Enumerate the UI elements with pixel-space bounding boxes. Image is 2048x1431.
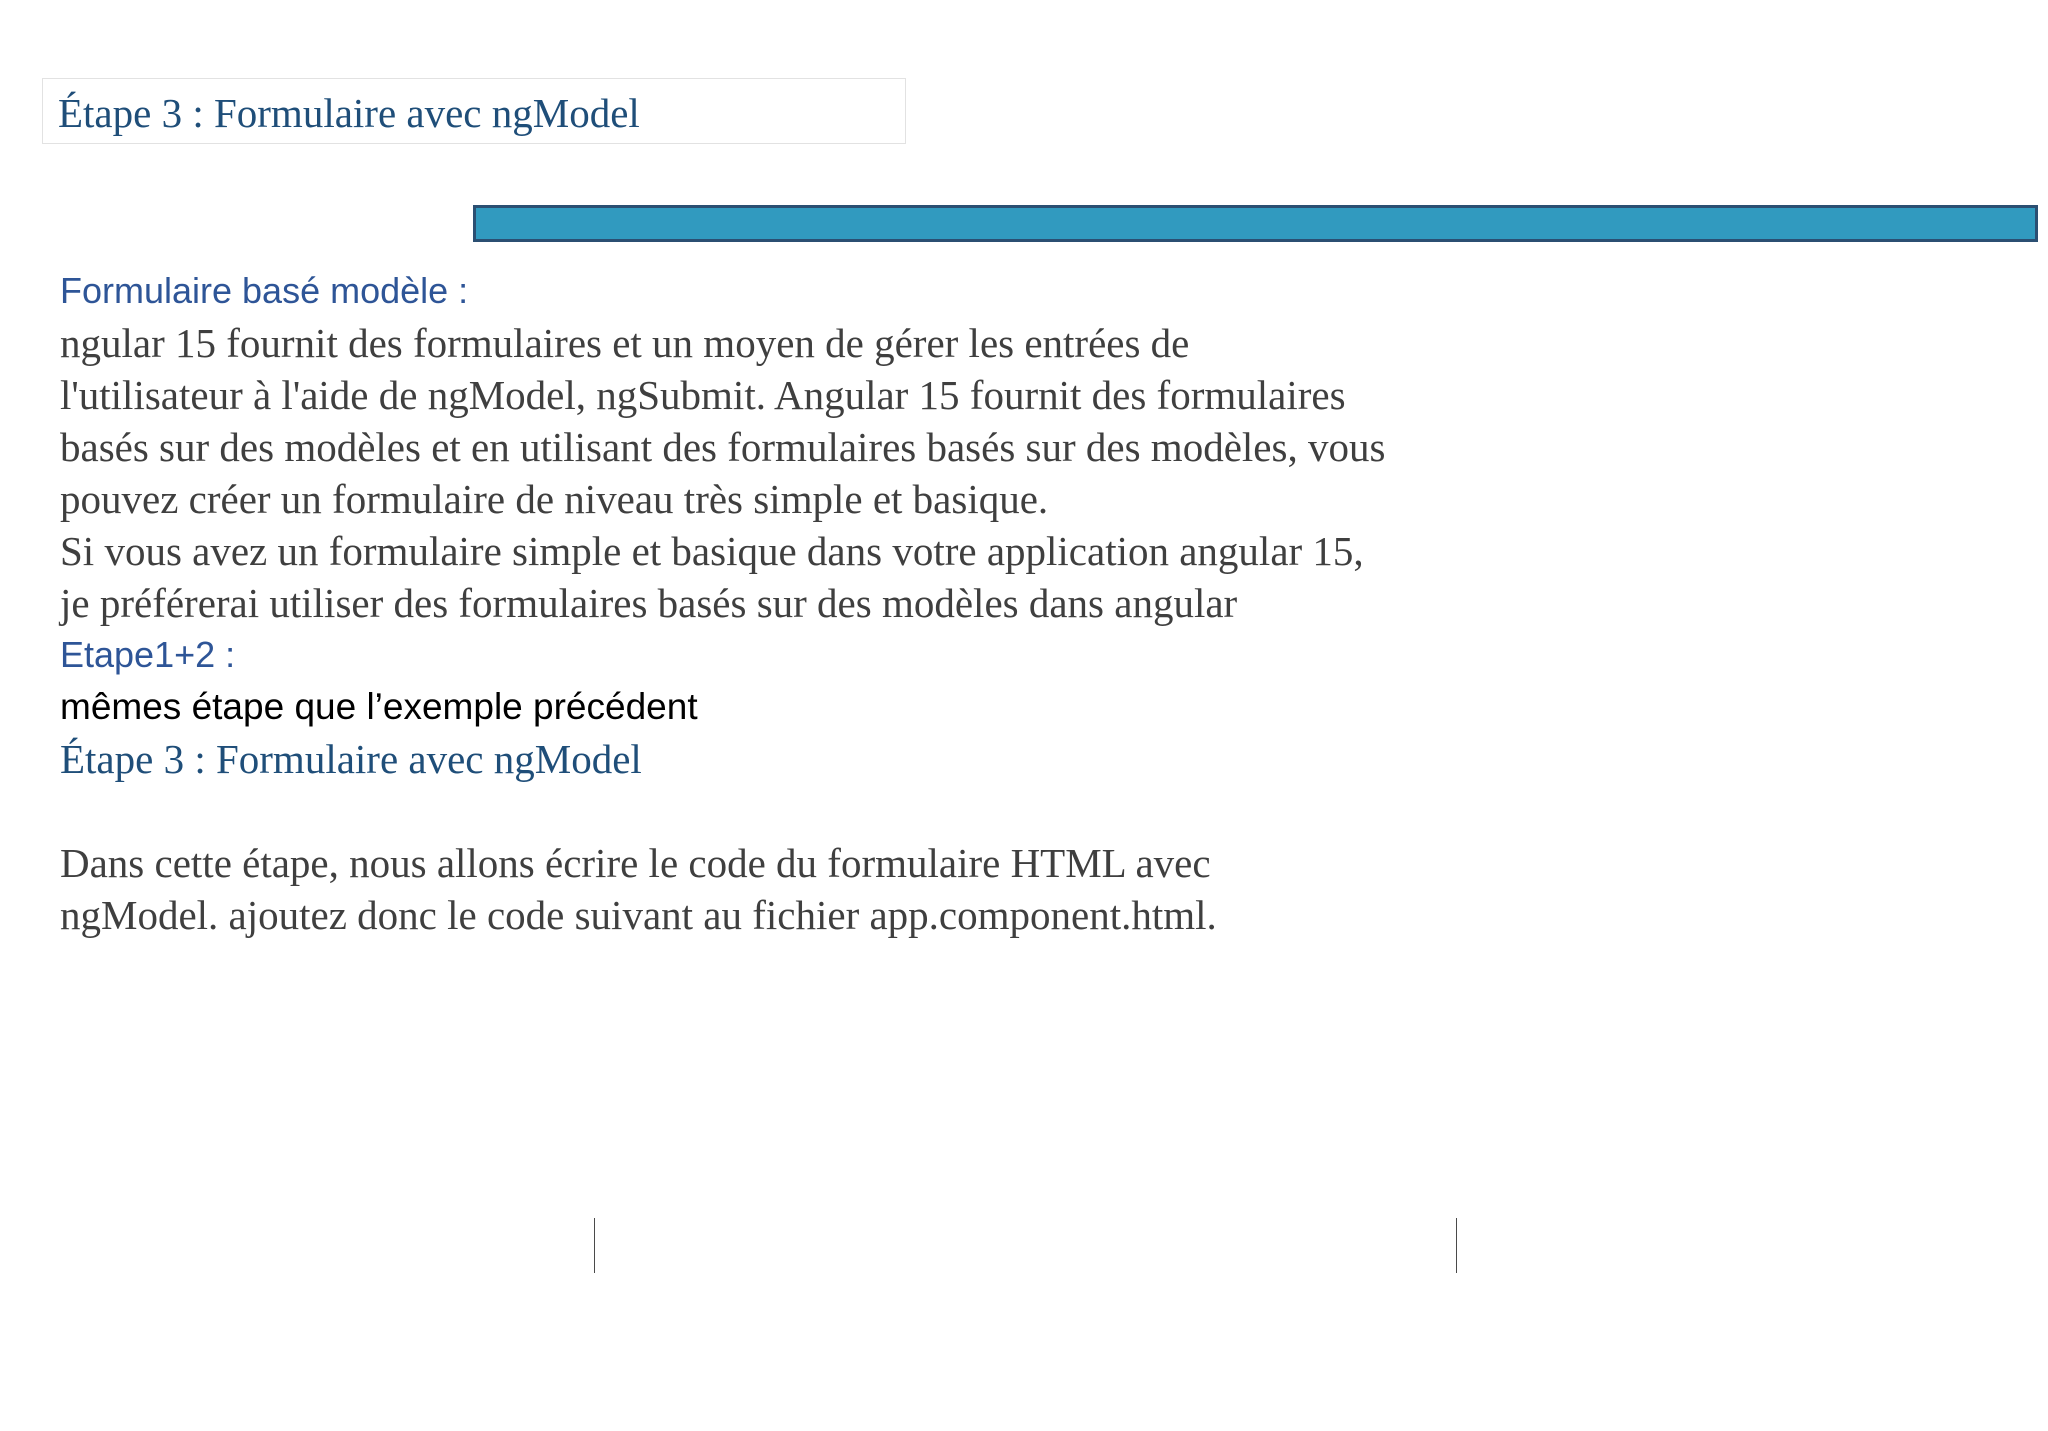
paragraph-line: l'utilisateur à l'aide de ngModel, ngSubmit. Angular 15 fournit des formulaires (60, 372, 1346, 418)
section-heading-steps-1-2: Etape1+2 : (60, 634, 236, 675)
page-title: Étape 3 : Formulaire avec ngModel (58, 90, 640, 136)
steps-1-2-text: mêmes étape que l’exemple précédent (60, 686, 698, 727)
title-box (42, 78, 906, 144)
accent-bar (473, 205, 2038, 242)
vertical-divider-right (1456, 1218, 1457, 1273)
document-body (60, 265, 2020, 941)
paragraph-line: Si vous avez un formulaire simple et basique dans votre application angular 15, (60, 528, 1364, 574)
blank-line (60, 785, 2020, 837)
paragraph-line: ngular 15 fournit des formulaires et un moyen de gérer les entrées de (60, 320, 1190, 366)
paragraph-line: ngModel. ajoutez donc le code suivant au fichier app.component.html. (60, 892, 1217, 938)
paragraph-template-forms (60, 317, 2020, 629)
paragraph-step-3 (60, 837, 2020, 941)
section-heading-template-forms: Formulaire basé modèle : (60, 270, 469, 311)
paragraph-line: basés sur des modèles et en utilisant des formulaires basés sur des modèles, vous (60, 424, 1386, 470)
vertical-divider-left (594, 1218, 595, 1273)
paragraph-line: je préférerai utiliser des formulaires basés sur des modèles dans angular (60, 580, 1238, 626)
paragraph-line: pouvez créer un formulaire de niveau très simple et basique. (60, 476, 1049, 522)
paragraph-line: Dans cette étape, nous allons écrire le code du formulaire HTML avec (60, 840, 1211, 886)
section-heading-step-3: Étape 3 : Formulaire avec ngModel (60, 736, 642, 782)
